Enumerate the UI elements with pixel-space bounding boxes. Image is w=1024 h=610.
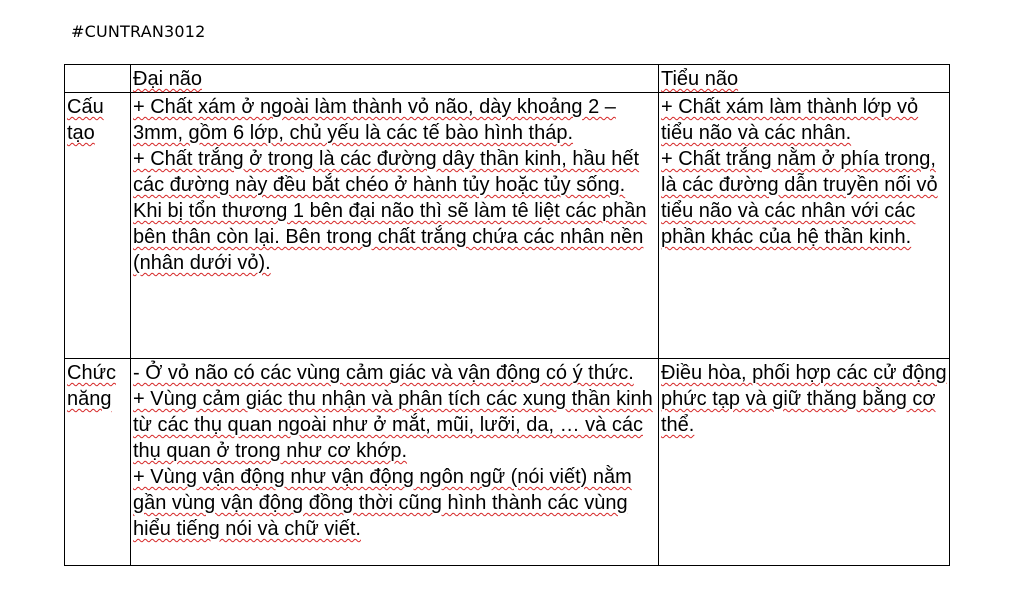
header-dai-nao xyxy=(131,65,659,93)
cell-dai-nao-chuc-nang xyxy=(131,359,659,566)
header-tieu-nao xyxy=(659,65,950,93)
header-empty-cell xyxy=(65,65,131,93)
document-tag: #CUNTRAN3012 xyxy=(71,22,206,41)
table-header-row xyxy=(65,65,950,93)
cell-text: + Chất xám ở ngoài làm thành vỏ não, dày khoảng 2 – 3mm, gồm 6 lớp, chủ yếu là các tế bào hình tháp. + Chất trắng ở trong là các đường dây thần kinh, hầu hết các đường này đều bắt chéo ở hành tủy hoặc tủy sống. Khi bị tổn thương 1 bên đại não thì sẽ làm tê liệt các phần bên thân còn lại. Bên trong chất trắng chứa các nhân nền (nhân dưới vỏ). xyxy=(133,96,647,274)
table-row xyxy=(65,93,950,359)
row-label-text: Chức năng xyxy=(67,362,116,410)
row-label-text: Cấu tạo xyxy=(67,96,104,144)
comparison-table xyxy=(64,64,950,566)
cell-text: + Chất xám làm thành lớp vỏ tiểu não và các nhân. + Chất trắng nằm ở phía trong, là các đường dẫn truyền nối vỏ tiểu não và các nhân với các phần khác của hệ thần kinh. xyxy=(661,96,938,248)
header-dai-nao-text: Đại não xyxy=(133,68,202,90)
cell-tieu-nao-chuc-nang xyxy=(659,359,950,566)
table-row xyxy=(65,359,950,566)
cell-tieu-nao-cau-tao xyxy=(659,93,950,359)
header-tieu-nao-text: Tiểu não xyxy=(661,68,739,90)
cell-dai-nao-cau-tao xyxy=(131,93,659,359)
cell-text: Điều hòa, phối hợp các cử động phức tạp và giữ thăng bằng cơ thể. xyxy=(661,362,947,436)
row-label-chuc-nang xyxy=(65,359,131,566)
cell-text: - Ở vỏ não có các vùng cảm giác và vận động có ý thức. + Vùng cảm giác thu nhận và phân tích các xung thần kinh từ các thụ quan ngoài như ở mắt, mũi, lưỡi, da, … và các thụ quan ở trong như cơ khớp. + Vùng vận động như vận động ngôn ngữ (nói viết) nằm gần vùng vận động đồng thời cũng hình thành các vùng hiểu tiếng nói và chữ viết. xyxy=(133,362,653,540)
row-label-cau-tao xyxy=(65,93,131,359)
